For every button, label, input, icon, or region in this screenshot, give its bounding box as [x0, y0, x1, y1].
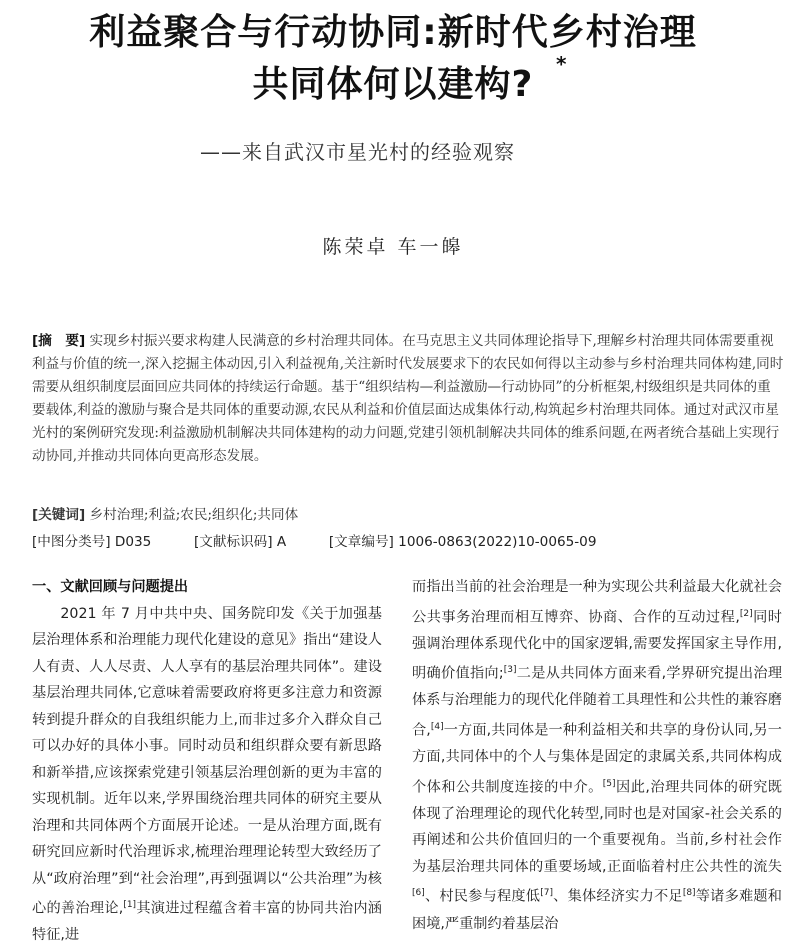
doc-code-value: A	[276, 534, 287, 550]
keywords-label: [关键词]	[32, 507, 86, 523]
body-paragraph-right	[412, 574, 782, 937]
body-paragraph-left	[32, 601, 382, 949]
authors: 陈荣卓 车一皞	[322, 236, 464, 258]
abstract-block	[32, 330, 784, 468]
text-segment: 等诸多难题和困境,严重制约着基层治	[412, 889, 782, 932]
text-segment: 、村民参与程度低	[424, 889, 541, 906]
doc-code-label: [文献标识码]	[193, 534, 273, 550]
abstract-label: [摘 要]	[32, 333, 86, 349]
citation-ref[interactable]: [3]	[503, 665, 517, 676]
keywords-block	[32, 503, 298, 523]
left-paragraph-text: 2021 年 7 月中共中央、国务院印发《关于加强基层治理体系和治理能力现代化建设的意见》指出“建设人人有责、人人尽责、人人享有的基层治理共同体”。建设基层治理共同体,它意味着需要政府将更多注意力和资源转到提升群众的自我组织能力上,而非过多介入群众自己可以办好的具体小事。同时动员和组织群众要有新思路和新举措,应该探索党建引领基层治理创新的更为丰富的实现机制。近年以来,学界围绕治理共同体的研究主要从治理和共同体两个方面展开论述。一是从治理方面,既有研究回应新时代治理诉求,梳理治理理论转型大致经历了从“政府治理”到“社会治理”,再到强调以“公共治理”为核心的善治理论,	[32, 605, 382, 917]
citation-ref[interactable]: [1]	[123, 900, 137, 910]
clc-label: [中图分类号]	[32, 534, 111, 550]
text-segment: 同时强调治理体系现代化中的国家逻辑,需要发挥国家主导作用,明确价值指向;	[412, 609, 782, 682]
right-column	[412, 574, 782, 937]
article-number-value: 1006-0863(2022)10-0065-09	[398, 534, 597, 550]
text-segment: 而指出当前的社会治理是一种为实现公共利益最大化就社会公共事务治理而相互博弈、协商、合作的互动过程,	[412, 579, 782, 626]
title-footnote-mark: *	[556, 52, 567, 76]
classification-line	[32, 530, 784, 550]
left-paragraph-tail: 其演进过程蕴含着丰富的协同共治内涵特征,进	[32, 900, 382, 944]
text-segment: 二是从共同体方面来看,学界研究提出治理体系与治理能力的现代化伴随着工具理性和公共性的兼容磨合,	[412, 665, 783, 739]
citation-ref[interactable]: [8]	[682, 888, 696, 899]
section-heading: 一、文献回顾与问题提出	[32, 579, 189, 595]
subtitle: ——来自武汉市星光村的经验观察	[200, 140, 515, 164]
citation-ref[interactable]: [4]	[430, 721, 444, 732]
citation-ref[interactable]: [5]	[602, 778, 616, 789]
text-segment: 一方面,共同体是一种利益相关和共享的身份认同,另一方面,共同体中的个人与集体是固定的隶属关系,共同体构成个体和公共制度连接的中介。	[412, 722, 782, 796]
citation-ref[interactable]: [6]	[412, 888, 425, 899]
title-line-2: 共同体何以建构?	[252, 64, 534, 105]
left-column	[32, 574, 382, 949]
clc-value: D035	[114, 534, 152, 550]
citation-ref[interactable]: [2]	[739, 608, 753, 619]
article-number-label: [文章编号]	[328, 534, 394, 550]
title-line-1: 利益聚合与行动协同:新时代乡村治理	[89, 12, 697, 53]
abstract-text: 实现乡村振兴要求构建人民满意的乡村治理共同体。在马克思主义共同体理论指导下,理解乡村治理共同体需要重视利益与价值的统一,深入挖掘主体动因,引入利益视角,关注新时代发展要求下的农民如何得以主动参与乡村治理共同体构建,同时需要从组织制度层面回应共同体的持续运行命题。基于“组织结构—利益激励—行动协同”的分析框架,村级组织是共同体的重要载体,利益的激励与聚合是共同体的重要动源,农民从利益和价值层面达成集体行动,构筑起乡村治理共同体。通过对武汉市星光村的案例研究发现:利益激励机制解决共同体建构的动力问题,党建引领机制解决共同体的维系问题,在两者统合基础上实现行动协同,并推动共同体向更高形态发展。	[32, 333, 784, 464]
text-segment: 因此,治理共同体的研究既体现了治理理论的现代化转型,同时也是对国家-社会关系的再阐述和公共价值回归的一个重要视角。当前,乡村社会作为基层治理共同体的重要场域,正面临着村庄公共性的流失	[412, 779, 782, 875]
text-segment: 、集体经济实力不足	[552, 889, 683, 906]
citation-ref[interactable]: [7]	[540, 888, 553, 899]
keywords-text: 乡村治理;利益;农民;组织化;共同体	[89, 507, 299, 523]
